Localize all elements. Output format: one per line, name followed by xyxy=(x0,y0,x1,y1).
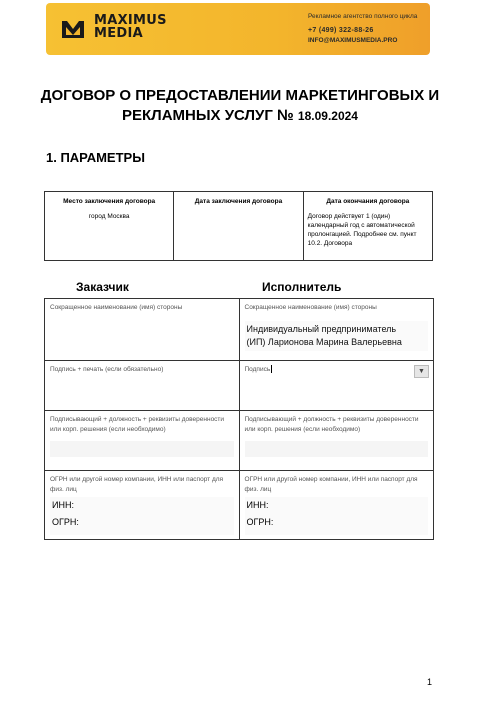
table-row xyxy=(45,361,434,411)
contractor-ids-field[interactable] xyxy=(245,497,429,535)
contractor-signature-text: Подпись xyxy=(244,366,271,373)
contractor-signature-cell[interactable] xyxy=(239,361,434,411)
table-row xyxy=(45,471,434,540)
contract-date: 18.09.2024 xyxy=(297,109,358,123)
contractor-name-label: Сокращенное наименование (имя) стороны xyxy=(244,304,377,311)
customer-inn-label: ИНН: xyxy=(52,500,74,510)
contractor-heading: Исполнитель xyxy=(262,280,342,294)
contractor-signature-label xyxy=(245,365,429,375)
customer-signatory-field[interactable] xyxy=(50,441,234,457)
customer-signature-label: Подпись + печать (если обязательно) xyxy=(50,366,164,373)
signature-dropdown-button[interactable] xyxy=(414,365,429,378)
contractor-ogrn-label: ОГРН: xyxy=(246,517,274,527)
contractor-ids-cell[interactable] xyxy=(239,471,434,540)
contractor-signatory-label: Подписывающий + должность + реквизиты доверенности или корп. решения (если необходимо) xyxy=(244,416,419,433)
customer-ogrn-label: ОГРН: xyxy=(52,517,79,527)
chevron-down-icon: ▼ xyxy=(418,368,425,375)
phone-number[interactable]: +7 (499) 322-88-26 xyxy=(308,27,374,34)
parameters-row xyxy=(45,192,433,261)
customer-heading: Заказчик xyxy=(76,280,129,294)
param-value-end-date[interactable]: Договор действует 1 (один) календарный год с автоматической пролонгацией. Подробнее см. пункт 10.2. Договора xyxy=(307,213,417,247)
contractor-signatory-field[interactable] xyxy=(245,441,429,457)
customer-ids-field[interactable] xyxy=(50,497,234,535)
contractor-name-line-2: (ИП) Ларионова Марина Валерьевна xyxy=(246,337,402,347)
customer-signature-cell[interactable] xyxy=(45,361,240,411)
title-line-2 xyxy=(40,106,440,126)
parties-table xyxy=(44,298,434,540)
param-cell-place xyxy=(45,192,174,261)
param-value-place[interactable]: город Москва xyxy=(88,213,130,220)
contractor-name-cell[interactable] xyxy=(239,299,434,361)
parameters-table xyxy=(44,191,433,261)
param-header-end-date: Дата окончания договора xyxy=(326,198,410,205)
param-cell-start-date xyxy=(174,192,303,261)
contractor-signatory-cell[interactable] xyxy=(239,411,434,471)
param-header-start-date: Дата заключения договора xyxy=(194,198,283,205)
page-number: 1 xyxy=(427,677,433,687)
logo-line-1: MAXIMUS xyxy=(94,13,167,28)
customer-ids-cell[interactable] xyxy=(45,471,240,540)
contractor-ids-label: ОГРН или другой номер компании, ИНН или паспорт для физ. лиц xyxy=(244,476,418,493)
contractor-inn-label: ИНН: xyxy=(246,500,269,510)
logo-wordmark xyxy=(94,14,167,40)
maximus-logo-icon xyxy=(60,16,86,42)
customer-ids-label: ОГРН или другой номер компании, ИНН или паспорт для физ. лиц xyxy=(50,476,224,493)
section-title-parameters: 1. ПАРАМЕТРЫ xyxy=(46,150,145,165)
title-line-1: ДОГОВОР О ПРЕДОСТАВЛЕНИИ МАРКЕТИНГОВЫХ И xyxy=(40,87,440,104)
customer-signatory-label: Подписывающий + должность + реквизиты доверенности или корп. решения (если необходимо) xyxy=(50,416,225,433)
agency-tagline: Рекламное агентство полного цикла xyxy=(308,13,418,20)
table-row xyxy=(45,411,434,471)
logo-line-2: MEDIA xyxy=(94,26,144,41)
letterhead-banner xyxy=(46,3,430,55)
contractor-name-line-1: Индивидуальный предприниматель xyxy=(246,324,397,334)
email-address[interactable]: INFO@MAXIMUSMEDIA.PRO xyxy=(308,37,398,44)
param-header-place: Место заключения договора xyxy=(63,198,156,205)
param-cell-end-date xyxy=(303,192,432,261)
title-line-2-text: РЕКЛАМНЫХ УСЛУГ № xyxy=(122,107,294,124)
customer-name-label: Сокращенное наименование (имя) стороны xyxy=(50,304,183,311)
contact-block xyxy=(308,12,417,45)
customer-signatory-cell[interactable] xyxy=(45,411,240,471)
contractor-name-value[interactable] xyxy=(245,321,429,351)
customer-name-cell[interactable] xyxy=(45,299,240,361)
document-title xyxy=(40,86,440,126)
table-row xyxy=(45,299,434,361)
text-cursor xyxy=(271,365,272,373)
